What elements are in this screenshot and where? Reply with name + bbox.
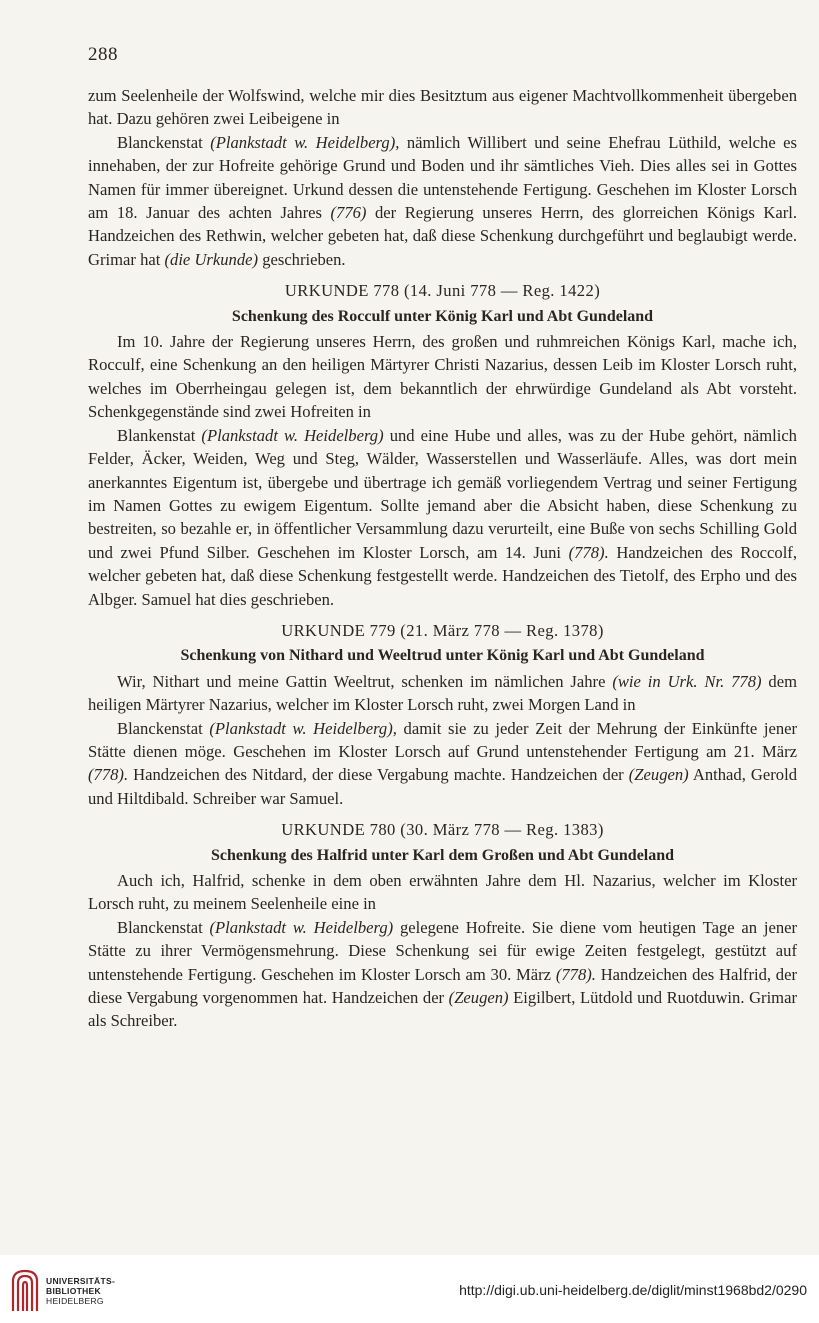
urkunde-778-paragraph-1: Im 10. Jahre der Regierung unseres Herrn, des großen und ruhmreichen Königs Karl, mache ich, Rocculf, eine Schenkung an den heiligen Märtyrer Christi Nazarius, dessen Leib im Kloster Lorsch ruht, welches im Oberrheingau gelegen ist, dem bekanntlich der ehrwürdige Gundeland als Abt vorsteht. Schenkgegenstände sind zwei Hofreiten in (88, 332, 797, 422)
urkunde-779-heading: URKUNDE 779 (21. März 778 — Reg. 1378) (281, 620, 604, 640)
urkunde-779-paragraph-2: Blanckenstat (Plankstadt w. Heidelberg), damit sie zu jeder Zeit der Mehrung der Einkünfte jener Stätte dienen möge. Geschehen im Kloster Lorsch auf Grund untenstehender Fertigung am 21. März (778). Handzeichen des Nitdard, der diese Vergabung machte. Handzeichen der (Zeugen) Anthad, Gerold und Hiltdibald. Schreiber war Samuel. (88, 718, 798, 808)
permalink-url[interactable]: http://digi.ub.uni-heidelberg.de/diglit/minst1968bd2/0290 (459, 1282, 807, 1298)
urkunde-780-paragraph-2: Blanckenstat (Plankstadt w. Heidelberg) gelegene Hofreite. Sie diene vom heutigen Tage an jener Stätte zu ihrer Vermögensmehrung. Diese Schenkung sei für ewige Zeiten festgelegt, gestützt auf untenstehende Fertigung. Geschehen im Kloster Lorsch am 30. März (778). Handzeichen des Halfrid, der diese Vergabung vorgenommen hat. Handzeichen der (Zeugen) Eigilbert, Lütdold und Ruotduwin. Grimar als Schreiber. (88, 917, 798, 1031)
viewer-footer (0, 1255, 819, 1323)
intro-paragraph-1: zum Seelenheile der Wolfswind, welche mir dies Besitztum aus eigener Machtvollkommenheit übergeben hat. Dazu gehören zwei Leibeigene in (88, 86, 797, 129)
urkunde-780-title: Schenkung des Halfrid unter Karl dem Großen und Abt Gundeland (210, 846, 675, 864)
urkunde-780-paragraph-1: Auch ich, Halfrid, schenke in dem oben erwähnten Jahre dem Hl. Nazarius, welcher im Kloster Lorsch ruht, zu meinem Seelenheile eine in (88, 871, 797, 914)
intro-paragraph-2: Blanckenstat (Plankstadt w. Heidelberg), nämlich Willibert und seine Ehefrau Lüthild, welche es innehaben, der zur Hofreite gehörige Grund und Boden und ihr sämtliches Vieh. Dies alles sei in Gottes Namen für immer übereignet. Urkund dessen die untenstehende Fertigung. Geschehen im Kloster Lorsch am 18. Januar des achten Jahres (776) der Regierung unseres Herrn, des glorreichen Königs Karl. Handzeichen des Rethwin, welcher gebeten hat, daß diese Schenkung durchgeführt und beglaubigt werde. Grimar hat (die Urkunde) geschrieben. (88, 132, 797, 269)
library-name: UNIVERSITÄTS- BIBLIOTHEK HEIDELBERG (46, 1276, 116, 1306)
urkunde-778-heading: URKUNDE 778 (14. Juni 778 — Reg. 1422) (284, 281, 601, 301)
urkunde-779-paragraph-1: Wir, Nithart und meine Gattin Weeltrut, schenken im nämlichen Jahre (wie in Urk. Nr. 778) dem heiligen Märtyrer Nazarius, welcher im Kloster Lorsch ruht, zwei Morgen Land in (88, 671, 797, 715)
page-number: 288 (88, 44, 118, 65)
university-library-logo-icon (10, 1267, 40, 1313)
body-text (88, 84, 797, 1033)
urkunde-779-title: Schenkung von Nithard und Weeltrud unter König Karl und Abt Gundeland (180, 647, 705, 665)
urkunde-778-title: Schenkung des Rocculf unter König Karl und Abt Gundeland (231, 307, 654, 325)
urkunde-778-paragraph-2: Blankenstat (Plankstadt w. Heidelberg) und eine Hube und alles, was zu der Hube gehört, nämlich Felder, Äcker, Weiden, Weg und Steg, Wälder, Wasserstellen und Wasserläufe. Alles, was dort mein anerkanntes Eigentum ist, übergebe und übertrage ich gemäß vorliegendem Vertrag und seiner Fertigung im Namen Gottes zu ewigem Eigentum. Sollte jemand aber die Absicht haben, diese Schenkung zu bestreiten, so bezahle er, in öffentlicher Versammlung dazu verurteilt, eine Buße von sechs Schilling Gold und zwei Pfund Silber. Geschehen im Kloster Lorsch, am 14. Juni (778). Handzeichen des Roccolf, welcher gebeten hat, daß diese Schenkung festgestellt werde. Handzeichen des Tietolf, des Erpho und des Albger. Samuel hat dies geschrieben. (88, 425, 797, 609)
urkunde-780-heading: URKUNDE 780 (30. März 778 — Reg. 1383) (281, 820, 604, 840)
